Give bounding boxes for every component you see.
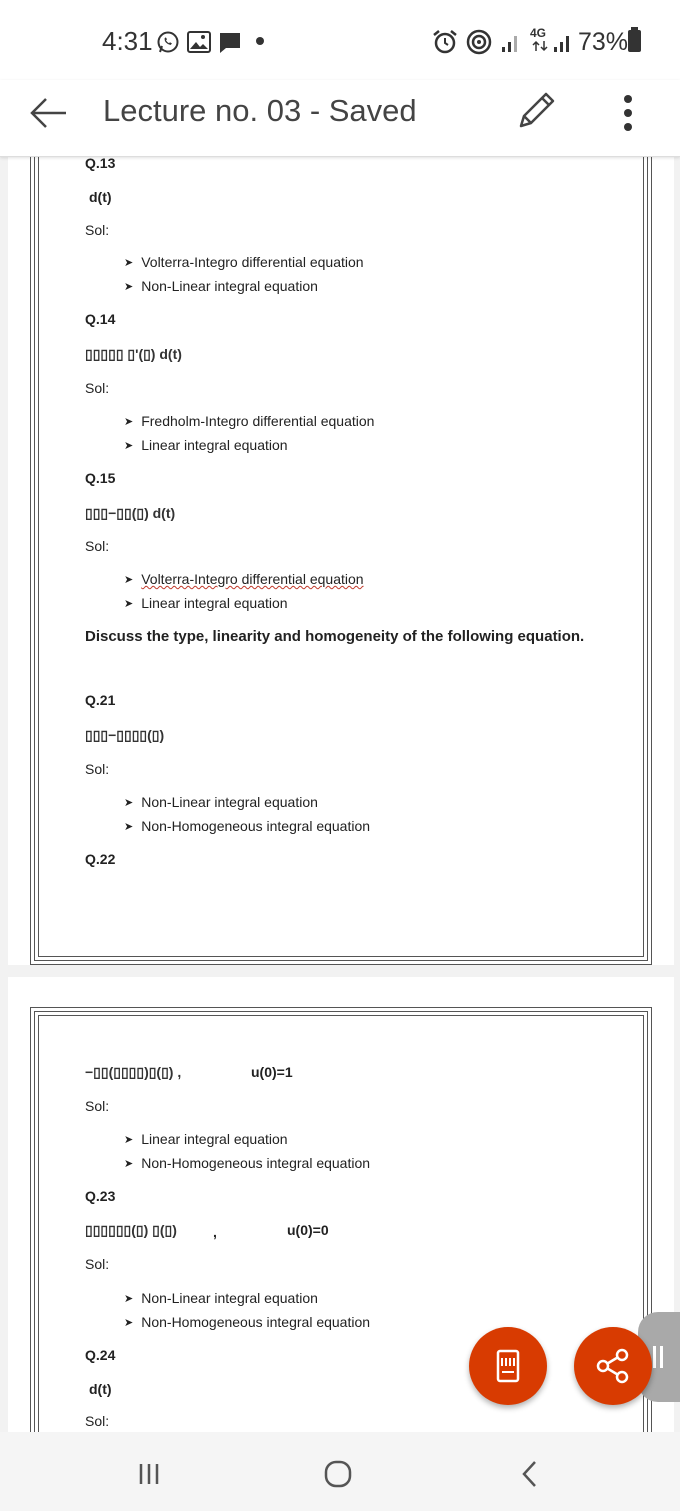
solution-label: Sol: bbox=[85, 222, 110, 238]
alarm-icon bbox=[432, 29, 458, 55]
answer-item: ➤ Non-Linear integral equation bbox=[124, 1290, 318, 1306]
arrow-bullet-icon: ➤ bbox=[124, 257, 134, 269]
system-nav-bar bbox=[0, 1432, 680, 1511]
message-icon bbox=[218, 31, 242, 55]
arrow-bullet-icon: ➤ bbox=[124, 1158, 134, 1170]
status-bar bbox=[0, 0, 680, 80]
arrow-bullet-icon: ➤ bbox=[124, 281, 134, 293]
initial-condition-23: u(0)=0 bbox=[287, 1222, 329, 1238]
question-label-22: Q.22 bbox=[85, 851, 116, 867]
question-label-23: Q.23 bbox=[85, 1188, 116, 1204]
answer-item: ➤ Non-Homogeneous integral equation bbox=[124, 1155, 371, 1171]
question-expression-24: d(t) bbox=[89, 1381, 112, 1397]
arrow-bullet-icon: ➤ bbox=[124, 598, 134, 610]
back-arrow-icon[interactable] bbox=[26, 90, 72, 136]
nav-back-icon[interactable] bbox=[510, 1454, 550, 1494]
whatsapp-icon bbox=[156, 30, 180, 54]
hotspot-icon bbox=[466, 29, 492, 55]
signal-icon-1 bbox=[500, 31, 522, 53]
status-time: 4:31 bbox=[102, 26, 153, 56]
recent-apps-icon[interactable] bbox=[129, 1454, 169, 1494]
document-viewer[interactable] bbox=[0, 157, 680, 1432]
answer-item: ➤ Linear integral equation bbox=[124, 1131, 288, 1147]
answer-item: ➤ Volterra-Integro differential equation bbox=[124, 254, 364, 270]
share-icon bbox=[574, 1327, 652, 1405]
solution-label: Sol: bbox=[85, 380, 110, 396]
solution-label: Sol: bbox=[85, 761, 110, 777]
answer-item: ➤ Non-Homogeneous integral equation bbox=[124, 1314, 371, 1330]
notes-icon bbox=[469, 1327, 547, 1405]
signal-icon-2 bbox=[552, 31, 574, 53]
arrow-bullet-icon: ➤ bbox=[124, 797, 134, 809]
solution-label: Sol: bbox=[85, 538, 110, 554]
initial-condition-22: u(0)=1 bbox=[251, 1064, 293, 1080]
pencil-edit-icon[interactable] bbox=[515, 88, 559, 132]
answer-item: ➤ Linear integral equation bbox=[124, 595, 288, 611]
question-expression-22: −▯▯(▯▯▯▯)▯(▯) , bbox=[85, 1064, 182, 1080]
answer-item: ➤ Volterra-Integro differential equation bbox=[124, 571, 364, 587]
arrow-bullet-icon: ➤ bbox=[124, 574, 134, 586]
question-label-13: Q.13 bbox=[85, 157, 116, 171]
battery-percent: 73% bbox=[578, 28, 629, 56]
answer-item: ➤ Non-Homogeneous integral equation bbox=[124, 818, 371, 834]
document-title: Lecture no. 03 - Saved bbox=[103, 93, 417, 128]
arrow-bullet-icon: ➤ bbox=[124, 1293, 134, 1305]
share-button[interactable] bbox=[574, 1327, 652, 1405]
comma-separator: , bbox=[213, 1224, 217, 1240]
page-border bbox=[38, 157, 644, 957]
answer-item: ➤ Non-Linear integral equation bbox=[124, 794, 318, 810]
question-expression-15: ▯▯▯−▯▯(▯) d(t) bbox=[85, 505, 176, 521]
solution-label: Sol: bbox=[85, 1413, 110, 1429]
arrow-bullet-icon: ➤ bbox=[124, 821, 134, 833]
gallery-icon bbox=[187, 31, 211, 53]
instruction-paragraph: Discuss the type, linearity and homogeneity of the following equation. bbox=[85, 628, 585, 645]
solution-label: Sol: bbox=[85, 1256, 110, 1272]
home-icon[interactable] bbox=[318, 1454, 358, 1494]
battery-icon bbox=[628, 30, 641, 52]
arrow-bullet-icon: ➤ bbox=[124, 1317, 134, 1329]
answer-item: ➤ Non-Linear integral equation bbox=[124, 278, 318, 294]
answer-item: ➤ Linear integral equation bbox=[124, 437, 288, 453]
arrow-bullet-icon: ➤ bbox=[124, 440, 134, 452]
question-label-24: Q.24 bbox=[85, 1347, 116, 1363]
arrow-bullet-icon: ➤ bbox=[124, 416, 134, 428]
network-type: 4G bbox=[530, 26, 547, 40]
data-arrows-icon bbox=[532, 40, 548, 52]
question-expression-14: ▯▯▯▯▯ ▯'(▯) d(t) bbox=[85, 346, 182, 362]
question-expression-13: d(t) bbox=[89, 189, 112, 205]
document-page-1 bbox=[8, 157, 674, 965]
question-label-21: Q.21 bbox=[85, 692, 116, 708]
app-bar bbox=[0, 80, 680, 157]
arrow-bullet-icon: ➤ bbox=[124, 1134, 134, 1146]
notes-button[interactable] bbox=[469, 1327, 547, 1405]
more-options-icon[interactable] bbox=[614, 90, 644, 136]
question-label-15: Q.15 bbox=[85, 470, 116, 486]
question-expression-23: ▯▯▯▯▯▯(▯) ▯(▯) bbox=[85, 1222, 177, 1238]
notification-dot-icon bbox=[256, 37, 264, 45]
solution-label: Sol: bbox=[85, 1098, 110, 1114]
question-label-14: Q.14 bbox=[85, 311, 116, 327]
answer-item: ➤ Fredholm-Integro differential equation bbox=[124, 413, 375, 429]
question-expression-21: ▯▯▯−▯▯▯▯(▯) bbox=[85, 727, 165, 743]
